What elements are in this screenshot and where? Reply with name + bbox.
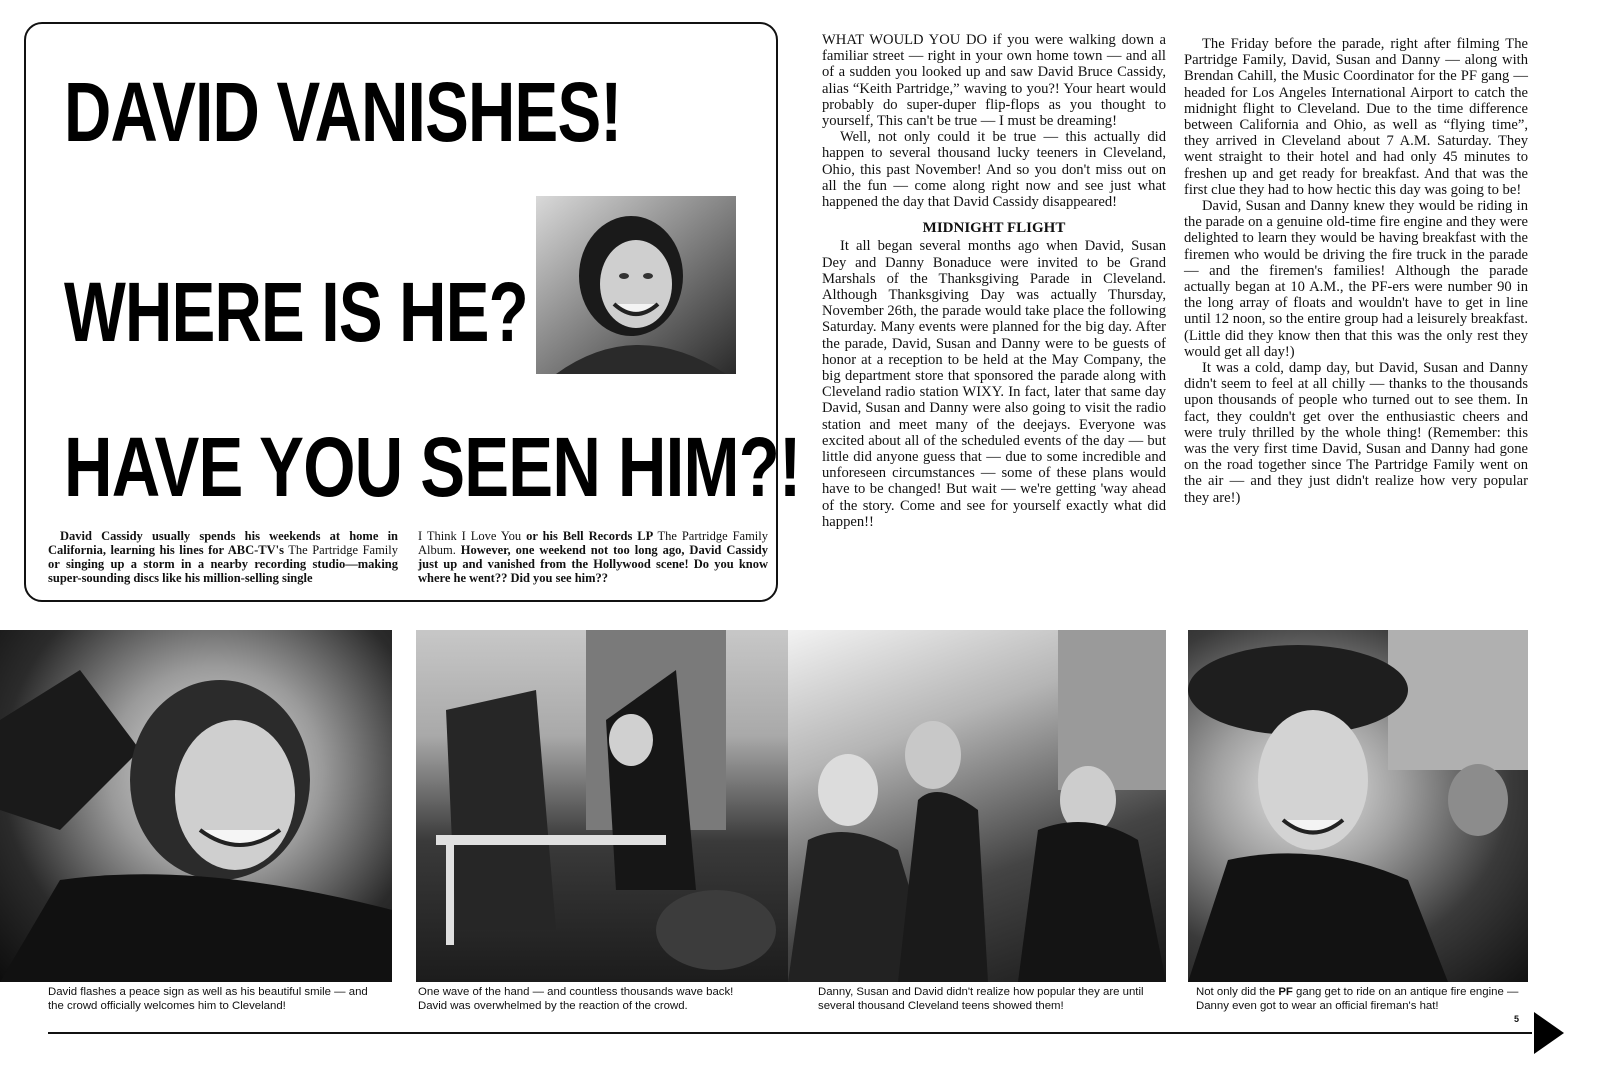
- caption-4-part-c: gang get to ride on an antique fire engine —: [1292, 986, 1519, 998]
- article-paragraph-1: WHAT WOULD YOU DO if you were walking down a familiar street — right in your own home town — and all of a sudden you looked up and saw David Bruce Cassidy, alias “Keith Partridge,” waving to you?! Your heart would probably do super-duper flip-flops as you thought to yourself, This can't be true — I must be dreaming!: [822, 32, 1166, 130]
- caption-1-line-1: David flashes a peace sign as well as his beautiful smile — and: [48, 986, 368, 998]
- caption-4-part-b: PF: [1278, 986, 1293, 998]
- intro-text-right: [418, 529, 768, 585]
- article-subhead: MIDNIGHT FLIGHT: [922, 220, 1066, 237]
- arrow-right-icon[interactable]: [1534, 1012, 1564, 1054]
- photo-danny-susan-david: [788, 630, 1166, 982]
- caption-photo-4: [1196, 986, 1518, 1013]
- headline-box: [24, 22, 801, 602]
- bottom-rule: [48, 1032, 1532, 1034]
- intro-part-6: The Partridge Family Album.: [418, 529, 768, 557]
- article-paragraph-6: It was a cold, damp day, but David, Susan and Danny didn't seem to feel at all chilly — thanks to the thousands upon thousands of people who turned out to see them. In fact, they couldn't get over the enthusiastic cheers and were truly thrilled by the whole thing! (Remember: this was the very first time David, Susan and Danny had gone on the road together since The Partridge Family went on the air — and they just didn't realize how very popular they are!): [1184, 360, 1528, 506]
- header-photo-david: [536, 196, 736, 374]
- photo-david-peace-sign: [0, 630, 392, 982]
- article-paragraph-2: Well, not only could it be true — this actually did happen to several thousand lucky teeners in Cleveland, Ohio, this past November! And so you don't miss out on all the fun — come along right now and see just what happened the day that David Cassidy disappeared!: [822, 129, 1166, 211]
- caption-photo-2: [418, 986, 733, 1013]
- intro-part-5: or his Bell Records LP: [521, 529, 658, 543]
- caption-4-part-a: Not only did the: [1196, 986, 1279, 998]
- intro-part-1: David Cassidy usually spends his weekends at home in California, learning his lines for ABC-TV's: [48, 529, 398, 557]
- caption-photo-3: [818, 986, 1144, 1013]
- page-number: 5: [1514, 1014, 1520, 1024]
- photo-1-shapes: [0, 630, 392, 982]
- caption-3-line-1: Danny, Susan and David didn't realize how popular they are until: [818, 986, 1144, 998]
- caption-4-line-1: [1196, 986, 1518, 1000]
- intro-text-left: [48, 529, 398, 585]
- headline-line-3: HAVE YOU SEEN HIM?!: [64, 420, 801, 514]
- photo-3-shapes: [788, 630, 1166, 982]
- intro-part-7: However, one weekend not too long ago, David Cassidy just up and vanished from the Hollywood scene! Do you know where he went?? Did you see him??: [418, 543, 768, 585]
- photo-4-shapes: [1188, 630, 1528, 982]
- article-column-1: [822, 32, 1166, 530]
- headline-line-2: WHERE IS HE?: [64, 265, 528, 359]
- intro-part-2: The Partridge Family: [283, 543, 398, 557]
- caption-photo-1: [48, 986, 368, 1013]
- header-photo-shapes: [536, 196, 736, 374]
- article-paragraph-5: David, Susan and Danny knew they would be riding in the parade on a genuine old-time fire engine and they were delighted to learn they would be having breakfast with the firemen who would be driving the fire truck in the parade — and the firemen's families! Although the parade actually began at 10 A.M., the PF-ers were number 90 in the long array of floats and wouldn't have to get in line until 12 noon, so the entire group had a leisurely breakfast. (Little did they know then that this was the only rest they would get all day!): [1184, 198, 1528, 360]
- intro-part-4: I Think I Love You: [418, 529, 522, 543]
- photo-david-waving: [416, 630, 788, 982]
- caption-2-line-1: One wave of the hand — and countless thousands wave back!: [418, 986, 734, 998]
- caption-2-line-2: David was overwhelmed by the reaction of the crowd.: [418, 999, 688, 1012]
- intro-part-3: or singing up a storm in a nearby recording studio—making super-sounding discs like his million-selling single: [48, 557, 398, 585]
- article-paragraph-4: The Friday before the parade, right after filming The Partridge Family, David, Susan and Danny — along with Brendan Cahill, the Music Coordinator for the PF gang — headed for Los Angeles International Airport to catch the midnight flight to Cleveland. Due to the time difference between California and Ohio, as well as “flying time”, they arrived in Cleveland about 7 A.M. Saturday. They went straight to their hotel and had only 45 minutes to freshen up and get ready for breakfast. And that was the first clue they had to how hectic this day was going to be!: [1184, 36, 1528, 198]
- photo-2-shapes: [416, 630, 788, 982]
- photo-danny-fireman-hat: [1188, 630, 1528, 982]
- article-paragraph-3: It all began several months ago when David, Susan Dey and Danny Bonaduce were invited to be Grand Marshals of the Thanksgiving Parade in Cleveland. Although Thanksgiving Day was actually Thursday, November 26th, the parade would take place the following Saturday. Many events were planned for the big day. After the parade, David, Susan and Danny were to be guests of honor at a reception to be held at the May Company, the big department store that sponsored the parade along with Cleveland radio station WIXY. In fact, later that same day David, Susan and Danny were also going to visit the radio station and meet many of the deejays. Everyone was excited about all of the scheduled events of the day — but little did anyone guess that — due to some incredible and unforeseen circumstances — some of these plans would have to be changed! But wait — we're getting 'way ahead of the story. Come and see for yourself exactly what did happen!!: [822, 238, 1166, 530]
- headline-line-1: DAVID VANISHES!: [64, 65, 622, 159]
- caption-3-line-2: several thousand Cleveland teens showed them!: [818, 999, 1064, 1012]
- caption-4-line-2: Danny even got to wear an official fireman's hat!: [1196, 999, 1439, 1012]
- caption-1-line-2: the crowd officially welcomes him to Cleveland!: [48, 999, 286, 1012]
- article-column-2: [1184, 36, 1528, 506]
